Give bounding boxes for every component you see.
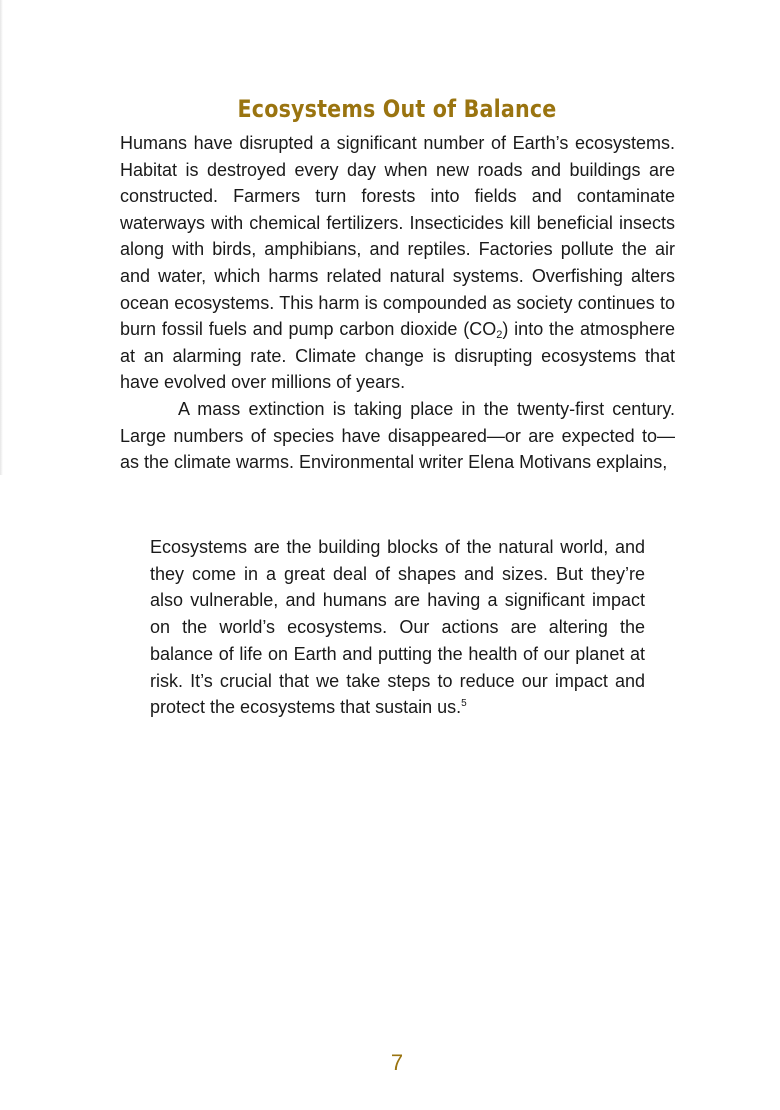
page-number: 7	[390, 1050, 404, 1075]
page-edge-shadow	[0, 0, 3, 475]
subscript-2: 2	[496, 329, 503, 342]
paragraph-1	[120, 130, 675, 396]
paragraph-1-text: Humans have disrupted a significant number of Earth’s ecosystems. Habitat is destroyed every day when new roads and buildings are constructed. Farmers turn forests into fields and contaminate waterways with chemical fertilizers. Insecticides kill beneficial insects along with birds, amphibians, and reptiles. Factories pollute the air and water, which harms related natural systems. Overfishing alters ocean ecosystems. This harm is compounded as society continues to burn fossil fuels and pump carbon dioxide (CO	[120, 133, 675, 340]
footnote-reference: 5	[461, 698, 467, 710]
paragraph-2: A mass extinction is taking place in the twenty-first century. Large numbers of species have disappeared—or are expected to—as the climate warms. Environmental writer Elena Motivans explains,	[120, 398, 675, 473]
section-heading: Ecosystems Out of Balance	[237, 95, 557, 123]
paragraph-1-text-end: ) into the atmosphere at an alarming rate. Climate change is disrupting ecosystems that have evolved over millions of years.	[120, 319, 675, 393]
quote-text: Ecosystems are the building blocks of the natural world, and they come in a great deal of shapes and sizes. But they’re also vulnerable, and humans are having a significant impact on the world’s ecosystems. Our actions are altering the balance of life on Earth and putting the health of our planet at risk. It’s crucial that we take steps to reduce our impact and protect the ecosystems that sustain us.	[150, 537, 645, 718]
block-quote	[150, 534, 645, 721]
body-text	[120, 130, 675, 476]
